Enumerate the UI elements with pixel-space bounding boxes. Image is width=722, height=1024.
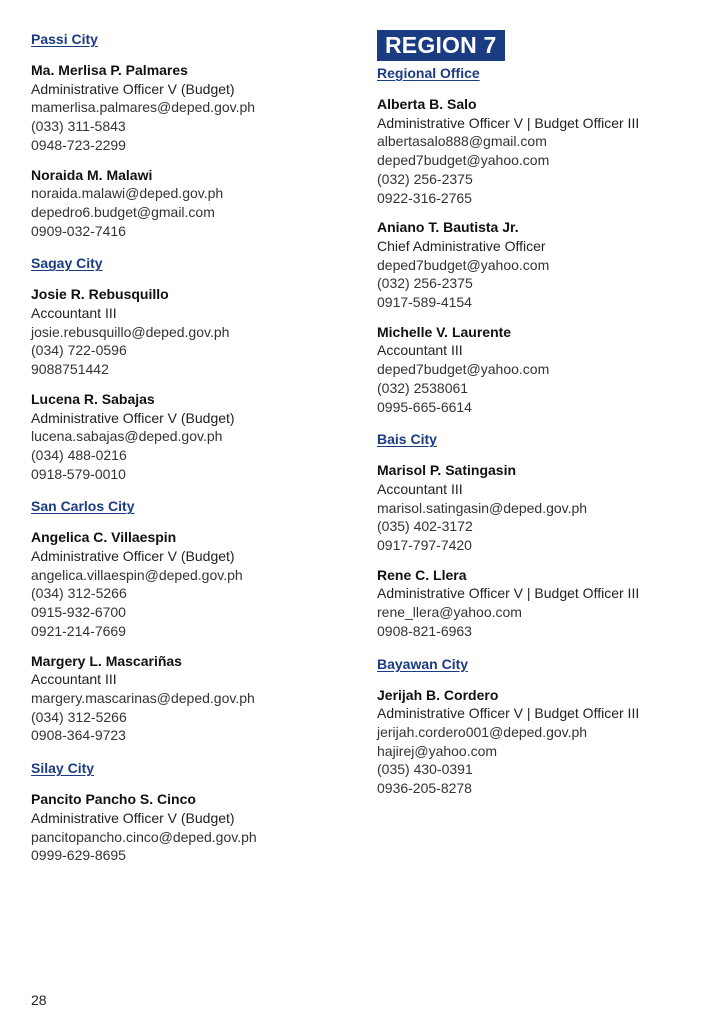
- contact-email: deped7budget@yahoo.com: [377, 361, 550, 378]
- contact-email: noraida.malawi@deped.gov.ph: [31, 185, 224, 202]
- contact-entry: [31, 166, 351, 241]
- contact-name: Lucena R. Sabajas: [31, 390, 155, 407]
- contact-phone: 0918-579-0010: [31, 465, 126, 482]
- contact-phone: 0999-629-8695: [31, 847, 126, 864]
- contact-entry: [31, 528, 351, 640]
- contact-phone: 0908-821-6963: [377, 622, 472, 639]
- contact-title: Chief Administrative Officer: [377, 237, 546, 254]
- section-heading: Bais City: [377, 431, 437, 448]
- contact-title: Administrative Officer V (Budget): [31, 409, 235, 426]
- contact-name: Michelle V. Laurente: [377, 323, 512, 340]
- contact-entry: [31, 390, 351, 484]
- contact-phone: (033) 311-5843: [31, 118, 126, 135]
- contact-phone: (034) 722-0596: [31, 342, 127, 359]
- contact-entry: [31, 652, 351, 746]
- contact-name: Marisol P. Satingasin: [377, 462, 517, 479]
- section: [377, 655, 707, 798]
- contact-entry: [31, 790, 351, 865]
- contact-title: Accountant III: [31, 305, 117, 322]
- section: [31, 759, 351, 865]
- region-badge: REGION 7: [377, 30, 505, 61]
- contact-phone: 0909-032-7416: [31, 222, 126, 239]
- contact-phone: 0922-316-2765: [377, 189, 472, 206]
- contact-title: Accountant III: [377, 480, 463, 497]
- contact-phone: (032) 2538061: [377, 379, 469, 396]
- contact-email: jerijah.cordero001@deped.gov.ph: [377, 723, 588, 740]
- contact-email: depedro6.budget@gmail.com: [31, 203, 215, 220]
- contact-entry: [377, 218, 707, 312]
- contact-title: Administrative Officer V (Budget): [31, 548, 235, 565]
- contact-entry: [377, 686, 707, 798]
- contact-entry: [377, 323, 707, 417]
- contact-title: Administrative Officer V | Budget Officer III: [377, 705, 640, 722]
- contact-title: Administrative Officer V | Budget Officer III: [377, 585, 640, 602]
- contact-phone: (032) 256-2375: [377, 275, 473, 292]
- contact-name: Noraida M. Malawi: [31, 166, 153, 183]
- contact-title: Administrative Officer V (Budget): [31, 80, 235, 97]
- section: [31, 497, 351, 745]
- contact-entry: [31, 285, 351, 379]
- contact-phone: 0917-589-4154: [377, 294, 472, 311]
- contact-name: Rene C. Llera: [377, 566, 467, 583]
- contact-email: lucena.sabajas@deped.gov.ph: [31, 428, 223, 445]
- contact-phone: 0908-364-9723: [31, 727, 126, 744]
- contact-name: Josie R. Rebusquillo: [31, 286, 169, 303]
- section-heading: Sagay City: [31, 255, 103, 272]
- contact-phone: 0936-205-8278: [377, 780, 472, 797]
- contact-phone: (035) 402-3172: [377, 518, 473, 535]
- section: [31, 30, 351, 240]
- contact-email: deped7budget@yahoo.com: [377, 256, 550, 273]
- contact-email: albertasalo888@gmail.com: [377, 133, 547, 150]
- contact-phone: 9088751442: [31, 361, 109, 378]
- contact-name: Alberta B. Salo: [377, 96, 477, 112]
- contact-email: pancitopancho.cinco@deped.gov.ph: [31, 828, 257, 845]
- contact-name: Angelica C. Villaespin: [31, 529, 177, 546]
- section: [31, 254, 351, 483]
- contact-entry: [377, 95, 707, 207]
- contact-phone: 0995-665-6614: [377, 398, 472, 415]
- contact-name: Jerijah B. Cordero: [377, 686, 499, 703]
- contact-title: Administrative Officer V (Budget): [31, 809, 235, 826]
- contact-phone: 0948-723-2299: [31, 136, 126, 153]
- contact-phone: (035) 430-0391: [377, 761, 473, 778]
- contact-email: marisol.satingasin@deped.gov.ph: [377, 499, 588, 516]
- contact-name: Margery L. Mascariñas: [31, 652, 182, 669]
- contact-phone: 0915-932-6700: [31, 604, 126, 621]
- contact-email: margery.mascarinas@deped.gov.ph: [31, 689, 255, 706]
- contact-entry: [31, 61, 351, 155]
- contact-email: angelica.villaespin@deped.gov.ph: [31, 566, 243, 583]
- section-heading: Passi City: [31, 31, 98, 47]
- section: [377, 430, 707, 640]
- section-heading: San Carlos City: [31, 498, 135, 515]
- section-heading: Silay City: [31, 760, 95, 777]
- page-number: 28: [31, 992, 47, 1008]
- contact-email: rene_llera@yahoo.com: [377, 604, 522, 621]
- right-column: [377, 30, 707, 812]
- contact-phone: 0921-214-7669: [31, 622, 126, 639]
- contact-email: hajirej@yahoo.com: [377, 742, 498, 759]
- contact-name: Aniano T. Bautista Jr.: [377, 219, 519, 236]
- contact-email: mamerlisa.palmares@deped.gov.ph: [31, 99, 256, 116]
- contact-email: deped7budget@yahoo.com: [377, 152, 550, 169]
- contact-name: Pancito Pancho S. Cinco: [31, 791, 196, 808]
- contact-title: Accountant III: [31, 671, 117, 688]
- contact-phone: (034) 488-0216: [31, 446, 127, 463]
- section-heading: Regional Office: [377, 65, 480, 81]
- contact-phone: (034) 312-5266: [31, 585, 127, 602]
- contact-entry: [377, 461, 707, 555]
- contact-phone: 0917-797-7420: [377, 537, 472, 554]
- contact-entry: [377, 566, 707, 641]
- contact-name: Ma. Merlisa P. Palmares: [31, 62, 188, 78]
- section-heading: Bayawan City: [377, 655, 469, 672]
- contact-email: josie.rebusquillo@deped.gov.ph: [31, 323, 230, 340]
- contact-phone: (032) 256-2375: [377, 170, 473, 187]
- section: [377, 64, 707, 416]
- contact-title: Accountant III: [377, 342, 463, 359]
- contact-title: Administrative Officer V | Budget Officer III: [377, 114, 640, 131]
- contact-phone: (034) 312-5266: [31, 708, 127, 725]
- left-column: [31, 30, 351, 879]
